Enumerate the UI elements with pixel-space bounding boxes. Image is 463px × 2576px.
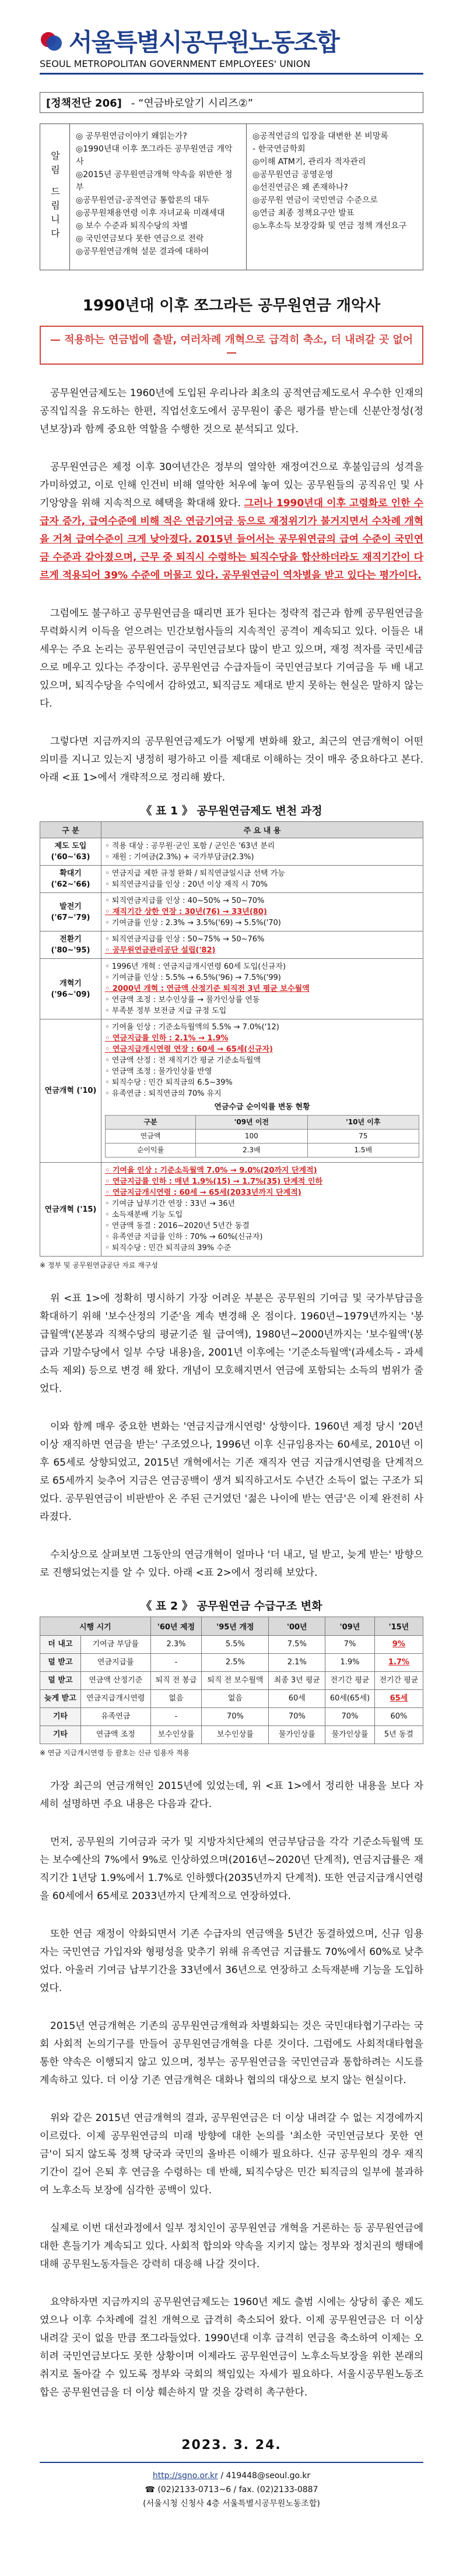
content-line: ◦ 연금지급개시연령 연장 : 60세 → 65세(신규자) (105, 1045, 273, 1054)
content-line: ◦ 기여금률 인상 : 5.5% → 6.5%('96) → 7.5%('99) (105, 973, 281, 982)
value-cell: 없음 (150, 1690, 202, 1708)
summary-item: ◎연금 최종 정책요구안 발표 (252, 209, 355, 218)
inner-cell: 순이익률 (106, 1144, 196, 1158)
table-row (40, 959, 423, 1019)
content-line: ◦ 퇴직수당 : 민간 퇴직금의 39% 수준 (105, 1244, 232, 1252)
content-line: ◦ 연금지급 제한 규정 완화 / 퇴직연금일시금 선택 가능 (105, 869, 285, 878)
content-line: ◦ 퇴직수당 : 민간 퇴직금의 6.5~39% (105, 1078, 233, 1087)
paragraph: 공무원연금제도는 1960년에 도입된 우리나라 최초의 공적연금제도로서 우수한 인재의 공직입직을 유도하는 한편, 직업선호도에서 공무원이 좋은 평가를 받는데 신분안정성(정년보장)과 함께 중요한 역할을 수행한 것으로 분석되고 있다. (40, 387, 423, 435)
value-cell: 1.9% (325, 1654, 375, 1672)
value-cell: 5.5% (202, 1636, 269, 1654)
value-cell: 70% (269, 1708, 325, 1726)
label-cell: 연금액 조정 (80, 1726, 150, 1744)
content-line: ◦ 연금액 동결 : 2016~2020년 5년간 동결 (105, 1222, 250, 1230)
org-name: 서울특별시공무원노동조합 (69, 28, 339, 57)
inner-cell: 100 (196, 1130, 307, 1144)
label-cell: 연금액 산정기준 (80, 1672, 150, 1690)
email-link[interactable]: 419448@seoul.go.kr (226, 2471, 311, 2480)
content-line: ◦ 기여금률 인상 : 2.3% → 3.5%('69) → 5.5%('70) (105, 919, 281, 927)
series-number: [정책전단 206] (46, 97, 122, 110)
summary-item: ◎공적연금의 입장을 대변한 본 비망록 (252, 132, 388, 141)
content-cell (101, 959, 423, 1019)
era-cell: 개혁기 ('96~'09) (40, 959, 101, 1019)
footer: http://sgno.or.kr / 419448@seoul.go.kr ☎ (02)2133-0713~6 / fax. (02)2133-0887 (서울시청 신청사 4층 서울특별시공무원노동조합) (40, 2462, 423, 2511)
content-cell (101, 866, 423, 893)
content-line: ◦ 퇴직연금지급률 인상 : 50~75% → 50~76% (105, 935, 265, 944)
content-line: ◦ 유족연금 지급률 인하 : 70% → 60%(신규자) (105, 1233, 263, 1241)
group-cell: 기타 (40, 1726, 81, 1744)
content-line: ◦ 2000년 개혁 : 연금액 산정기준 퇴직전 3년 평균 보수월액 (105, 984, 310, 993)
value-cell: 없음 (202, 1690, 269, 1708)
table2-note: ※ 연금 지급개시연령 등 괄호는 신규 임용자 적용 (40, 1749, 190, 1757)
era-cell: 연금개혁 ('15) (40, 1163, 101, 1257)
era-cell: 전환기 ('80~'95) (40, 931, 101, 959)
era-cell: 제도 도입 ('60~'63) (40, 838, 101, 866)
inner-header: '10년 이후 (307, 1116, 419, 1130)
value-cell: 1.7% (374, 1654, 423, 1672)
page-subtitle: — 적용하는 연금법에 출발, 여러차례 개혁으로 급격히 축소, 더 내려갈 곳 없어 — (40, 326, 423, 365)
table-header: '60년 제정 (150, 1617, 202, 1636)
paragraph: 가장 최근의 연금개혁인 2015년에 있었는데, 위 <표 1>에서 정리한 내용을 보다 자세히 설명하면 주요 내용은 다음과 같다. (40, 1780, 423, 1810)
table-header: 시행 시기 (40, 1617, 151, 1636)
content-line: ◦ 연금액 조정 : 보수인상률 → 물가인상률 연동 (105, 996, 260, 1004)
summary-item: ◎ 보수 수준과 퇴직수당의 차별 (76, 221, 188, 231)
table-row (40, 1690, 423, 1708)
header-divider (40, 73, 423, 75)
content-line: ◦ 기여율 인상 : 기준소득월액 7.0% → 9.0%(20까지 단계적) (105, 1166, 317, 1175)
content-line: ◦ 연금액 조정 : 물가인상률 반영 (105, 1067, 212, 1076)
summary-item: ◎ 국민연금보다 못한 연금으로 전락 (76, 234, 204, 244)
table-row (40, 1672, 423, 1690)
content-line: ◦ 기여율 인상 : 기준소득월액의 5.5% → 7.0%('12) (105, 1023, 279, 1032)
paragraph: 요약하자면 지금까지의 공무원연금제도는 1960년 제도 출범 시에는 상당히 좋은 제도였으나 이후 수차례에 걸친 개혁으로 급격히 축소되어 왔다. 이제 공무원연금은 더 이상 내려갈 곳이 없을 만큼 쪼그라들었다. 1990년대 이후 급격히 연금을 축소하여 이제는 오히려 국민연금보다도 못한 상황이며 이제라도 공무원연금이 노후소득보장을 위한 본래의 취지로 돌아갈 수 있도록 정부와 국회의 책임있는 자세가 필요하다. 서울시공무원노동조합은 공무원연금을 더 이상 훼손하지 말 것을 강력히 촉구한다. (40, 2296, 423, 2398)
summary-item: ◎ 공무원연금이야기 왜읽는가? (76, 132, 187, 141)
value-cell: 물가인상률 (325, 1726, 375, 1744)
table-header: 구 분 (40, 822, 101, 838)
inner-cell: 2.3배 (196, 1144, 307, 1158)
table-header: '95년 개정 (202, 1617, 269, 1636)
table1-caption: 《 표 1 》 공무원연금제도 변천 과정 (141, 804, 322, 817)
contact-phone: ☎ (02)2133-0713~6 / fax. (02)2133-0887 (145, 2485, 318, 2494)
value-cell: 5년 동결 (374, 1726, 423, 1744)
value-cell: 보수인상률 (202, 1726, 269, 1744)
paragraph: 위 <표 1>에 정확히 명시하기 가장 어려운 부분은 공무원의 기여금 및 국가부담금을 확대하기 위해 '보수산정의 기준'을 계속 변경해 온 점이다. 1960년~1979년까지는 '봉급월액'(본봉과 직책수당의 평균기준 월 급여액), 1980년~2000년까지는 '보수월액'(봉급과 기말수당에서 일부 수당 내용)을, 2001년 이후에는 '기준소득월액'(과세소득 - 과세소득 제외) 등으로 변경 해 왔다. 개념이 모호해지면서 연금에 포함되는 소득의 범위가 줄었다. (40, 1293, 423, 1395)
group-cell: 더 내고 (40, 1636, 81, 1654)
value-cell: - (150, 1654, 202, 1672)
value-cell: 60% (374, 1708, 423, 1726)
summary-right (246, 124, 423, 270)
summary-item: ◎공무원채용연령 이후 자녀교육 미래세대 (76, 209, 225, 218)
paragraph: 2015년 연금개혁은 기존의 공무원연금개혁과 차별화되는 것은 국민대타협기구라는 국회 사회적 논의기구를 만들어 공무원연금개혁을 다룬 것이다. 그럼에도 사회적대타협을 통한 약속은 이행되지 않고 있으며, 정부는 공무원연금을 국민연금과 통합하려는 시도를 계속하고 있다. 더 이상 기존 연금개혁은 대화나 협의의 대상으로 보지 않는 현실이다. (40, 2020, 423, 2086)
value-cell: 전기간 평균 (374, 1672, 423, 1690)
paragraph: 그럼에도 불구하고 공무원연금을 때리면 표가 된다는 정략적 접근과 함께 공무원연금을 무력화시켜 이득을 얻으려는 민간보험사들의 지속적인 공격이 계속되고 있다. 이들은 내세우는 주요 논리는 공무원연금이 국민연금보다 많이 받고 있으며, 재정 적자를 국민세금으로 메우고 있다는 주장이다. 공무원연금 수급자들이 국민연금보다 기여금을 두 배 내고 있으며, 퇴직수당을 수익에서 감하였고, 퇴직금도 제대로 받지 못하는 현실은 말하지 않는다. (40, 608, 423, 710)
content-line: ◦ 1996년 개혁 : 연금지급개시연령 60세 도입(신규자) (105, 962, 286, 971)
table-row (40, 1654, 423, 1672)
summary-left (70, 124, 246, 270)
content-line: ◦ 연금지급률 인하 : 매년 1.9%(15) → 1.7%(35) 단계적 인하 (105, 1177, 323, 1186)
summary-item: ◎공무원연금개혁 설문 결과에 대하여 (76, 247, 209, 256)
inner-header: '09년 이전 (196, 1116, 307, 1130)
value-cell: 2.1% (269, 1654, 325, 1672)
label-cell: 연금지급률 (80, 1654, 150, 1672)
value-cell: 7% (325, 1636, 375, 1654)
value-cell: 최종 3년 평균 (269, 1672, 325, 1690)
content-line: ◦ 재원 : 기여금(2.3%) + 국가부담금(2.3%) (105, 853, 254, 862)
content-line: ◦ 소득재분배 기능 도입 (105, 1211, 183, 1219)
value-cell: 60세(65세) (325, 1690, 375, 1708)
group-cell: 덜 받고 (40, 1672, 81, 1690)
label-cell: 기여금 부담률 (80, 1636, 150, 1654)
value-cell: 70% (202, 1708, 269, 1726)
value-cell: 전기간 평균 (325, 1672, 375, 1690)
content-cell (101, 893, 423, 931)
paragraph-part: 공무원연금은 제정 이후 30여년간은 정부의 열악한 재정여건으로 후불임금의 성격을 가미하였고, 이로 인해 인건비 비해 열악한 처우에 놓여 있는 공무원들의 공직유인 및 사기앙양을 위해 지속적으로 혜택을 확대해 왔다. (40, 461, 423, 509)
value-cell: 퇴직 전 봉급 (150, 1672, 202, 1690)
value-cell: 물가인상률 (269, 1726, 325, 1744)
paragraph: 이와 함께 매우 중요한 변화는 '연금지급개시연령' 상향이다. 1960년 제정 당시 '20년 이상 재직하면 연금을 받는' 구조였으나, 1996년 이후 신규임용자는 60세로, 2010년 이후 65세로 상향되었고, 2015년 개혁에서는 기존 재직자 연금 지급개시연령을 단계적으로 65세까지 늦추어 지금은 연금공백이 생겨 퇴직하고서도 수년간 소득이 없는 구조가 되었다. 공무원연금이 비판받아 온 주된 근거였던 '젊은 나이에 받는 연금'은 이제 완전히 사라졌다. (40, 1421, 423, 1523)
content-cell (101, 1019, 423, 1163)
paragraph: 실제로 이번 대선과정에서 일부 정치인이 공무원연금 개혁을 거론하는 등 공무원연금에 대한 흔들기가 계속되고 있다. 사회적 합의와 약속을 지키지 않는 정부와 정치권의 행태에 대해 공무원노동자들은 강력히 대응해 나갈 것이다. (40, 2222, 423, 2270)
table-row (40, 893, 423, 931)
content-line: ◦ 연금지급개시연령 : 60세 → 65세(2033년까지 단계적) (105, 1188, 301, 1197)
group-cell: 기타 (40, 1708, 81, 1726)
homepage-link[interactable]: http://sgno.or.kr (152, 2471, 218, 2480)
era-cell: 연금개혁 ('10) (40, 1019, 101, 1163)
table-row (40, 1726, 423, 1744)
table1 (40, 821, 423, 1257)
era-cell: 발전기 ('67~'79) (40, 893, 101, 931)
summary-item: ◎2015년 공무원연금개혁 약속을 위반한 정부 (76, 170, 233, 192)
paragraph: 그렇다면 지금까지의 공무원연금제도가 어떻게 변화해 왔고, 최근의 연금개혁이 어떤 의미를 지니고 있는지 냉정히 평가하고 이를 제대로 이해하는 것이 매우 중요하다고 본다. 아래 <표 1>에서 개략적으로 정리해 봤다. (40, 736, 423, 784)
value-cell: 2.5% (202, 1654, 269, 1672)
highlight-text: 그러나 1990년대 이후 고령화로 인한 수급자 증가, 급여수준에 비해 적은 연금기여금 등으로 재정위기가 불거지면서 수차례 개혁을 거쳐 급여수준이 크게 낮아졌다. 2015년 들어서는 공무원연금의 급여 수준이 국민연금 수준과 같아졌으며, 근무 중 퇴직시 수령하는 퇴직수당을 합산하더라도 재직기간이 다르게 적용되어 39% 수준에 머물고 있다. 공무원연금이 역차별을 받고 있다는 평가이다. (40, 497, 423, 581)
table2 (40, 1617, 423, 1744)
table-row (40, 1163, 423, 1257)
content-line: ◦ 퇴직연금지급률 인상 : 20년 이상 재직 시 70% (105, 880, 268, 889)
inner-cell: 1.5배 (307, 1144, 419, 1158)
value-cell: 보수인상률 (150, 1726, 202, 1744)
inner-cell: 75 (307, 1130, 419, 1144)
content-line: ◦ 유족연금 : 퇴직연금의 70% 유지 (105, 1089, 222, 1098)
summary-item: ◎공무원연금-공적연금 통합론의 대두 (76, 196, 210, 205)
group-cell: 늦게 받고 (40, 1690, 81, 1708)
group-cell: 덜 받고 (40, 1654, 81, 1672)
content-line: ◦ 재직기간 상한 연장 : 30년(76) → 33년(80) (105, 908, 267, 916)
paragraph (40, 458, 423, 585)
summary-item: ◎공무원 연금이 국민연금 수준으로 (252, 196, 378, 205)
org-subtitle: SEOUL METROPOLITAN GOVERNMENT EMPLOYEES' UNION (40, 58, 311, 69)
content-cell (101, 1163, 423, 1257)
table-row (40, 1708, 423, 1726)
content-line: ◦ 퇴직연금지급률 인상 : 40~50% → 50~70% (105, 897, 265, 905)
content-line: ◦ 공무원연금관리공단 설립('82) (105, 946, 216, 955)
summary-item: ◎이해 ATM기, 관리자 적자관리 (252, 157, 366, 167)
era-cell: 확대기 ('62~'66) (40, 866, 101, 893)
value-cell: 70% (325, 1708, 375, 1726)
content-line: ◦ 부족분 정부 보전금 지급 규정 도입 (105, 1007, 227, 1015)
content-line: ◦ 기여금 납부기간 연장 : 33년 → 36년 (105, 1199, 236, 1208)
summary-tag: 알림 드림니다 (40, 124, 70, 270)
table-row (40, 1019, 423, 1163)
table2-caption: 《 표 2 》 공무원연금 수급구조 변화 (141, 1600, 322, 1612)
value-cell: 60세 (269, 1690, 325, 1708)
inner-table-title: 연금수급 순이익률 변동 현황 (214, 1103, 310, 1111)
table-header: '00년 (269, 1617, 325, 1636)
series-box (40, 92, 423, 113)
summary-item: ◎노후소득 보장강화 및 연금 정책 개선요구 (252, 221, 407, 231)
value-cell: 퇴직 전 보수월액 (202, 1672, 269, 1690)
table-row (40, 1636, 423, 1654)
label-cell: 유족연금 (80, 1708, 150, 1726)
value-cell: 9% (374, 1636, 423, 1654)
issue-date: 2023. 3. 24. (181, 2438, 282, 2453)
table-header: '15년 (374, 1617, 423, 1636)
table-row (40, 931, 423, 959)
value-cell: 65세 (374, 1690, 423, 1708)
content-cell (101, 931, 423, 959)
inner-table (105, 1115, 419, 1158)
summary-item: - 한국연금학회 (252, 144, 306, 154)
table1-note: ※ 정부 및 공무원연금공단 자료 재구성 (40, 1261, 159, 1269)
org-header (40, 0, 423, 58)
content-cell (101, 838, 423, 866)
summary-item: ◎1990년대 이후 쪼그라든 공무원연금 개악사 (76, 144, 233, 167)
content-line: ◦ 연금지급률 인하 : 2.1% → 1.9% (105, 1034, 229, 1043)
value-cell: 7.5% (269, 1636, 325, 1654)
content-line: ◦ 적용 대상 : 공무원·군인 포함 / 군인은 '63년 분리 (105, 842, 275, 851)
inner-cell: 연금액 (106, 1130, 196, 1144)
table-header: '09년 (325, 1617, 375, 1636)
content-line: ◦ 연금액 산정 : 전 재직기간 평균 기준소득월액 (105, 1056, 261, 1065)
page-title: 1990년대 이후 쪼그라든 공무원연금 개악사 (82, 297, 381, 315)
paragraph: 수치상으로 살펴보면 그동안의 연금개혁이 얼마나 '더 내고, 덜 받고, 늦게 받는' 방향으로 진행되었는지를 알 수 있다. 아래 <표 2>에서 정리해 보았다. (40, 1549, 423, 1579)
table-row (40, 866, 423, 893)
series-title: - “연금바로알기 시리즈②” (131, 97, 254, 110)
value-cell: 2.3% (150, 1636, 202, 1654)
contact-address: (서울시청 신청사 4층 서울특별시공무원노동조합) (143, 2499, 320, 2508)
union-logo-icon (40, 29, 64, 53)
label-cell: 연금지급개시연령 (80, 1690, 150, 1708)
paragraph: 먼저, 공무원의 기여금과 국가 및 지방자치단체의 연금부담금을 각각 기준소득월액 또는 보수예산의 7%에서 9%로 인상하였으며(2016년~2020년 단계적), 연금지급률은 재직기간 1년당 1.9%에서 1.7%로 인하했다(2035년까지 단계적). 또한 연금지급개시연령을 60세에서 65세로 2033년까지 단계적으로 연장하였다. (40, 1836, 423, 1902)
summary-item: ◎공무원연금 공영운영 (252, 170, 334, 179)
table-header: 주 요 내 용 (101, 822, 423, 838)
paragraph: 위와 같은 2015년 연금개혁의 결과, 공무원연금은 더 이상 내려갈 수 없는 지경에까지 이르렀다. 이제 공무원연금의 미래 방향에 대한 논의를 '최소한 국민연금보다 못한 연금'이 되지 않도록 정책 당국과 국민의 올바른 이해가 필요하다. 신규 공무원의 경우 재직기간이 길어 은퇴 후 연금을 수령하는 데 반해, 퇴직수당은 민간 퇴직금의 일부에 불과하여 노후소득 보장에 심각한 공백이 있다. (40, 2112, 423, 2196)
summary-item: ◎선진연금은 왜 존재하나? (252, 183, 348, 192)
paragraph: 또한 연금 재정이 악화되면서 기존 수급자의 연금액을 5년간 동결하였으며, 신규 임용자는 국민연금 가입자와 형평성을 맞추기 위해 유족연금 지급률도 70%에서 60%로 낮추었다. 아울러 기여금 납부기간을 33년에서 36년으로 연장하고 소득재분배 기능을 도입하였다. (40, 1928, 423, 1994)
table-row (40, 838, 423, 866)
value-cell: - (150, 1708, 202, 1726)
inner-header: 구분 (106, 1116, 196, 1130)
summary-box (40, 123, 423, 270)
